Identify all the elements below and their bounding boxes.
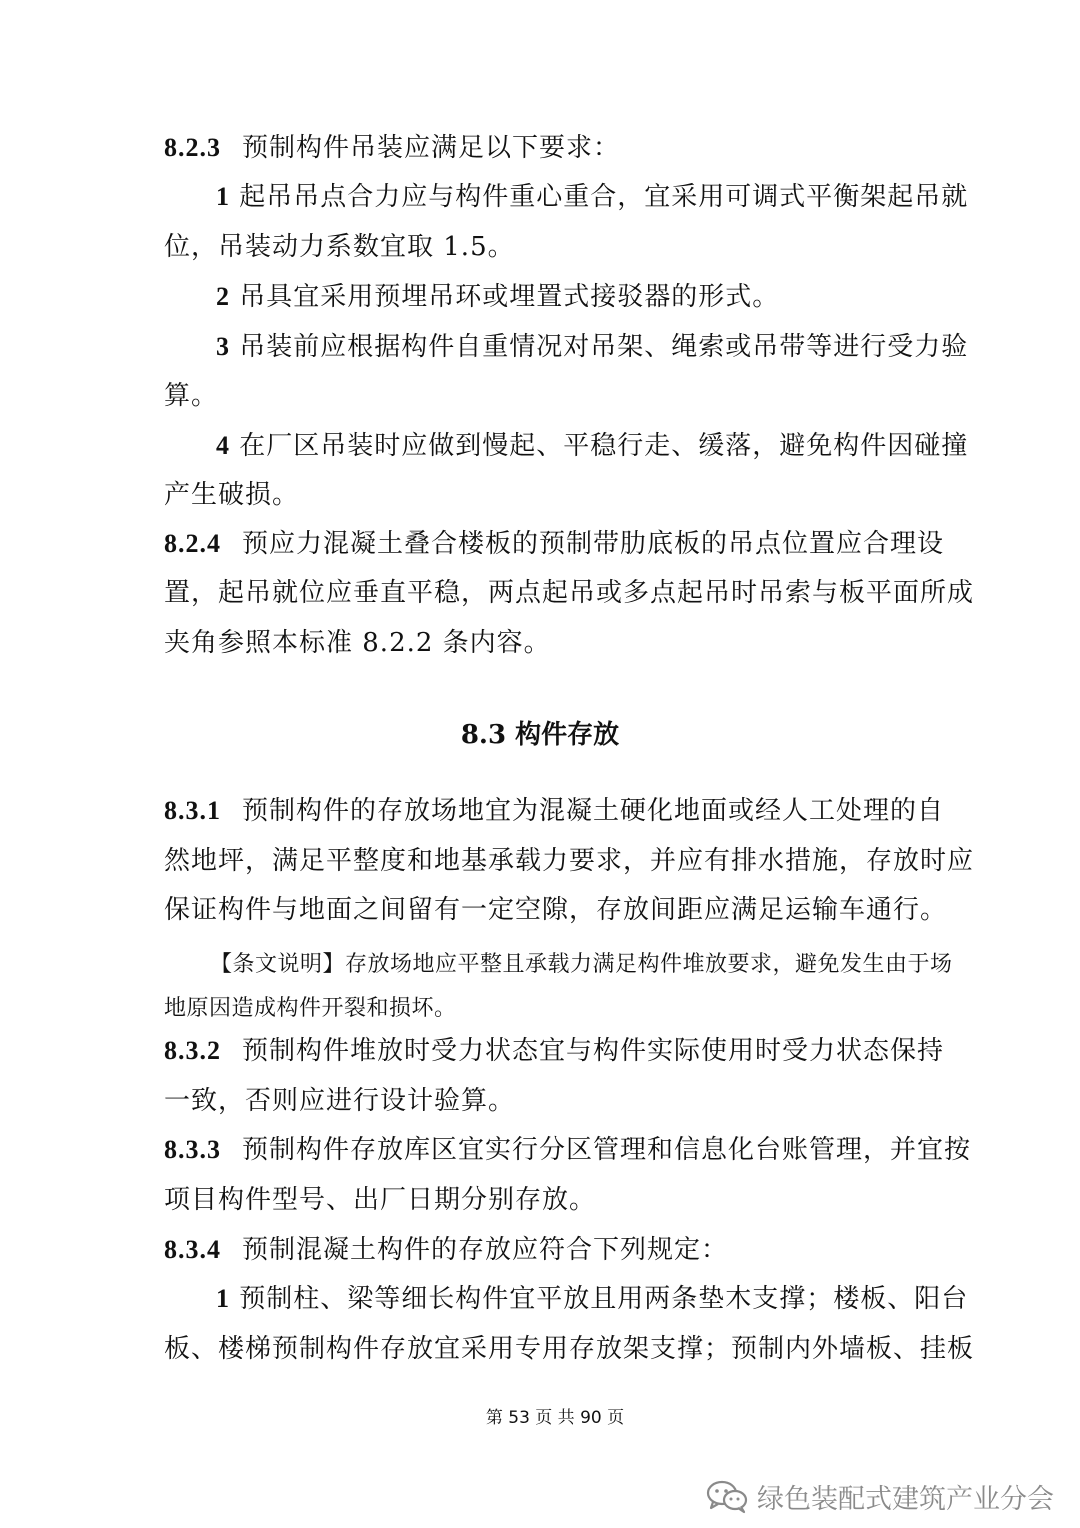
clause-text: 预制构件吊装应满足以下要求： [242,133,621,163]
watermark [705,1478,1054,1514]
section-heading: 8.3 构件存放 [460,720,620,750]
clause-8-2-4-line-3: 夹角参照本标准 8.2.2 条内容。 [164,628,551,658]
clause-8-3-3-line-2: 项目构件型号、出厂日期分别存放。 [164,1185,597,1215]
clause-text: 预制构件存放库区宜实行分区管理和信息化台账管理，并宜按 [242,1135,972,1165]
item-1-line-1 [216,1286,968,1312]
item-1-line-2: 位，吊装动力系数宜取 1.5。 [164,232,515,262]
item-number: 1 [216,1284,230,1313]
item-text: 吊装前应根据构件自重情况对吊架、绳索或吊带等进行受力验 [239,332,969,362]
clause-text: 预制构件的存放场地宜为混凝土硬化地面或经人工处理的自 [242,796,945,826]
page-footer: 第 53 页 共 90 页 [485,1408,625,1428]
clause-8-3-2 [164,1038,944,1064]
clause-number: 8.2.3 [164,133,221,162]
item-number: 2 [216,282,230,311]
clause-8-3-1-line-2: 然地坪，满足平整度和地基承载力要求，并应有排水措施，存放时应 [164,846,975,876]
item-number: 1 [216,182,230,211]
clause-text: 预制构件堆放时受力状态宜与构件实际使用时受力状态保持 [242,1036,945,1066]
item-1-line-1 [216,184,968,210]
item-text: 吊具宜采用预埋吊环或埋置式接驳器的形式。 [239,282,780,312]
item-text: 预制柱、梁等细长构件宜平放且用两条垫木支撑；楼板、阳台 [239,1284,969,1314]
clause-note-line-1: 【条文说明】存放场地应平整且承载力满足构件堆放要求，避免发生由于场 [210,952,953,977]
wechat-icon [705,1478,749,1514]
clause-8-2-4-line-2: 置，起吊就位应垂直平稳，两点起吊或多点起吊时吊索与板平面所成 [164,578,975,608]
clause-number: 8.2.4 [164,529,221,558]
item-3-line-2: 算。 [164,381,219,411]
item-number: 4 [216,431,230,460]
clause-8-3-4 [164,1237,728,1263]
clause-number: 8.3.1 [164,796,221,825]
item-number: 3 [216,332,230,361]
clause-number: 8.3.4 [164,1235,221,1264]
clause-8-2-3 [164,135,620,161]
clause-8-3-1-line-3: 保证构件与地面之间留有一定空隙，存放间距应满足运输车通行。 [164,895,948,925]
clause-number: 8.3.2 [164,1036,221,1065]
watermark-text: 绿色装配式建筑产业分会 [757,1483,1054,1515]
item-text: 在厂区吊装时应做到慢起、平稳行走、缓落，避免构件因碰撞 [239,431,969,461]
clause-note-line-2: 地原因造成构件开裂和损坏。 [164,996,457,1021]
item-text: 起吊吊点合力应与构件重心重合，宜采用可调式平衡架起吊就 [239,182,969,212]
clause-text: 预应力混凝土叠合楼板的预制带肋底板的吊点位置应合理设 [242,529,945,559]
item-1-line-2: 板、楼梯预制构件存放宜采用专用存放架支撑；预制内外墙板、挂板 [164,1334,975,1364]
item-2 [216,284,779,310]
clause-8-3-1 [164,798,944,824]
clause-text: 预制混凝土构件的存放应符合下列规定： [242,1235,729,1265]
clause-8-3-3 [164,1137,971,1163]
item-4-line-2: 产生破损。 [164,480,300,510]
item-4-line-1 [216,433,968,459]
clause-number: 8.3.3 [164,1135,221,1164]
clause-8-3-2-line-2: 一致，否则应进行设计验算。 [164,1086,516,1116]
item-3-line-1 [216,334,968,360]
clause-8-2-4 [164,531,944,557]
